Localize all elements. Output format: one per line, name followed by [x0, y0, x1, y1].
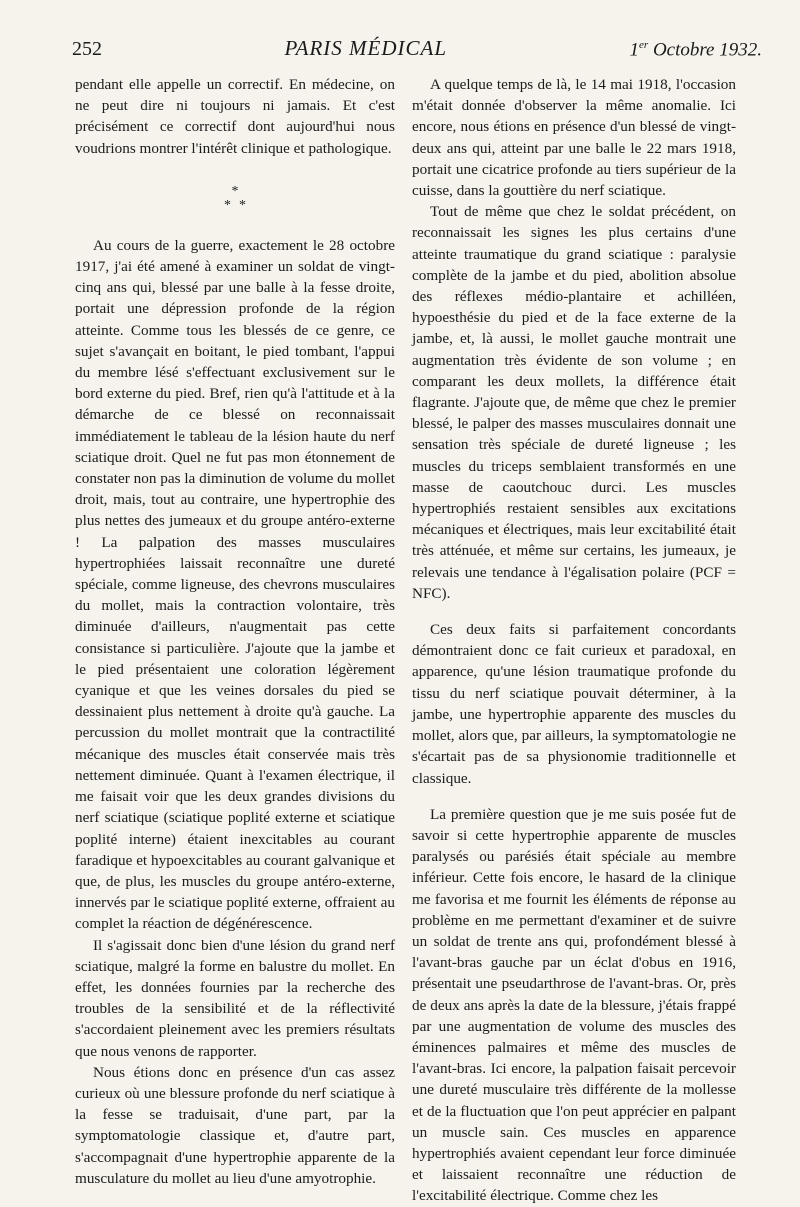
paragraph: pendant elle appelle un correctif. En médecine, on ne peut dire ni toujours ni jamais. Et c'est précisément ce correctif dont aujourd'hui nous voudrions montrer l'intérêt clinique et pathologique. — [75, 76, 395, 157]
running-title: PARIS MÉDICAL — [284, 36, 448, 60]
paragraph: Il s'agissait donc bien d'une lésion du grand nerf sciatique, malgré la forme en balustre du mollet. En effet, les données fournies par la recherche des troubles de la sensibilité et de la réflectivité s'accordaient pleinement avec les premiers résultats que nous venons de rapporter. — [75, 936, 395, 1060]
asterism-top: * — [231, 183, 239, 199]
asterism-bottom: ** — [224, 197, 254, 213]
date-day: 1 — [629, 39, 640, 60]
page-number: 252 — [72, 38, 102, 60]
paragraph: La première question que je me suis posée fut de savoir si cette hypertrophie apparente de muscles paralysés ou parésiés était spéciale au membre inférieur. Cette fois encore, le hasard de la clinique me favorisa et me fournit les éléments de réponse au problème en me permettant d'examiner et de suivre un soldat de trente ans qui, profondément blessé à l'avant-bras gauche par un éclat d'obus en 1916, présentait une pseudarthrose de l'avant-bras. Or, près de deux ans après la date de la blessure, j'étais frappé par une augmentation de volume des muscles des éminences palmaires et même des muscles de l'avant-bras. Ici encore, la palpation faisait percevoir une dureté musculaire très différente de la mollesse et de la fluctuation que l'on peut apprécier en palpant un muscle sain. Ces muscles en apparence hypertrophiés avaient cependant leur force diminuée et laissaient reconnaître une réduction de l'excitabilité électrique. Comme chez les — [412, 805, 736, 1205]
left-column — [75, 74, 395, 1189]
paragraph: Nous étions donc en présence d'un cas assez curieux où une blessure profonde du nerf sciatique à la fesse se traduisait, d'une part, par la symptomatologie classique et, d'autre part, s'accompagnait d'une hypertrophie apparente de la musculature du mollet au lieu d'une amyotrophie. — [75, 1063, 395, 1187]
paragraph: A quelque temps de là, le 14 mai 1918, l'occasion m'était donnée d'observer la même anomalie. Ici encore, nous étions en présence d'un blessé de vingt-deux ans qui, atteint par une balle le 22 mars 1918, portait une cicatrice profonde au tiers supérieur de la cuisse, dans la gouttière du nerf sciatique. — [412, 76, 736, 200]
paragraph-gap — [412, 604, 736, 619]
right-column — [412, 74, 736, 1207]
paragraph: Tout de même que chez le soldat précédent, on reconnaissait les signes les plus certains d'une atteinte traumatique du grand sciatique : paralysie complète de la jambe et du pied, abolition absolue des réflexes médio-plantaire et achilléen, hypoesthésie du pied et de la face externe de la jambe, et, là aussi, le mollet gauche montrait une augmentation très évidente de son volume ; en comparant les deux mollets, la différence était flagrante. J'ajoute que, de même que chez le premier blessé, le palper des masses musculaires donnait une sensation très spéciale de dureté ligneuse ; les muscles du triceps semblaient transformés en une masse de caoutchouc durci. Les muscles hypertrophiés restaient sensibles aux excitations mécaniques et électriques, mais leur excitabilité était très atténuée, et même sur certains, les jumeaux, je relevais une tendance à l'égalisation polaire (PCF = NFC). — [412, 203, 736, 602]
page-date — [630, 39, 762, 61]
page-header — [72, 36, 762, 70]
section-asterism — [75, 185, 395, 213]
date-month-year: Octobre 1932. — [648, 39, 762, 60]
paragraph: Ces deux faits si parfaitement concordants démontraient donc ce fait curieux et paradoxal, en apparence, qu'une lésion traumatique profonde du tissu du nerf sciatique pouvait déterminer, à la jambe, une hypertrophie apparente des muscles du mollet, alors que, par ailleurs, la symptomatologie ne s'écartait pas de sa physionomie traditionnelle et classique. — [412, 621, 736, 787]
date-ordinal: er — [639, 38, 649, 51]
paragraph-gap — [412, 789, 736, 804]
paragraph: Au cours de la guerre, exactement le 28 octobre 1917, j'ai été amené à examiner un soldat de vingt-cinq ans qui, blessé par une balle à la fesse droite, portait une dépression profonde de la région atteinte. Comme tous les blessés de ce genre, ce sujet s'avançait en boitant, le pied tombant, l'appui du membre lésé s'effectuant exclusivement sur le bord externe du pied. Bref, rien qu'à l'attitude et à la démarche de ce blessé on reconnaissait immédiatement le tableau de la lésion haute du nerf sciatique droit. Quel ne fut pas mon étonnement de constater non pas la diminution de volume du mollet droit, mais, tout au contraire, une hypertrophie des plus nettes des jumeaux et du groupe antéro-externe ! La palpation des masses musculaires hypertrophiées laissait reconnaître une dureté spéciale, comme ligneuse, des chevrons musculaires du mollet, mais la contraction volontaire, très diminuée d'ailleurs, n'augmentait pas cette consistance si particulière. J'ajoute que la jambe et le pied présentaient une coloration légèrement cyanique et que les veines dorsales du pied se dessinaient plus nettement à droite qu'à gauche. La percussion du mollet montrait que la contractilité mécanique des muscles était conservée mais très nettement diminuée. Quant à l'examen électrique, il me faisait voir que les deux grandes divisions du nerf sciatique (sciatique poplité externe et sciatique poplité interne) étaient inexcitables au courant faradique et hypoexcitables au courant galvanique et que, de plus, les muscles du groupe antéro-externe, innervés par le sciatique poplité externe, offraient au complet la réaction de dégénérescence. — [75, 236, 395, 933]
